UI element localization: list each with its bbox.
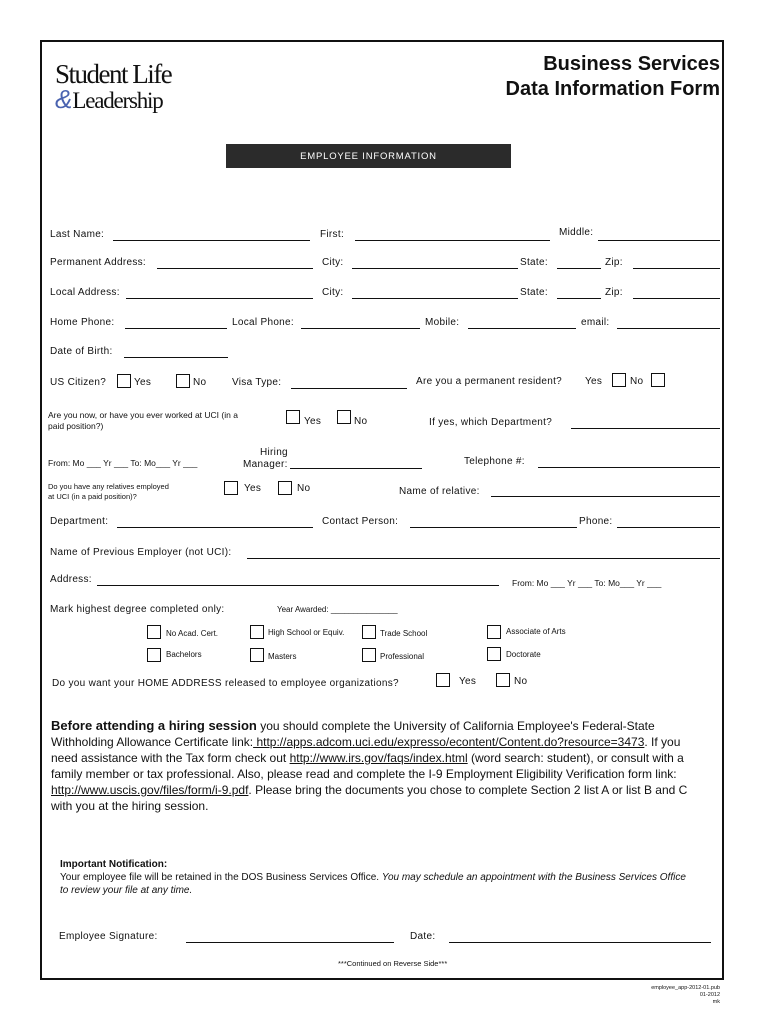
important-notification (60, 858, 690, 897)
notification-text: Your employee file will be retained in the DOS Business Services Office. (60, 872, 382, 883)
title-line1: Business Services (543, 53, 720, 75)
footer-info (651, 985, 720, 1006)
degree-bachelors-label: Bachelors (166, 650, 202, 659)
permanent-state-field[interactable] (557, 268, 601, 269)
local-state-label: State: (520, 287, 548, 298)
degree-associate-checkbox[interactable] (487, 625, 501, 639)
worked-uci-yes-label: Yes (304, 416, 322, 427)
uci-dates-label: From: Mo ___ Yr ___ To: Mo___ Yr ___ (48, 458, 198, 468)
which-dept-field[interactable] (571, 428, 720, 429)
department-label: Department: (50, 516, 109, 527)
contact-person-label: Contact Person: (322, 516, 399, 527)
department-field[interactable] (117, 527, 313, 528)
worked-uci-yes-checkbox[interactable] (286, 410, 300, 424)
worked-uci-line1: Are you now, or have you ever worked at UCI (in a (48, 410, 238, 420)
logo-line1: Student Life (55, 59, 172, 89)
degree-trade-school-label: Trade School (380, 629, 428, 638)
contact-person-field[interactable] (410, 527, 577, 528)
logo-ampersand: & (55, 84, 73, 114)
degree-trade-school-checkbox[interactable] (362, 625, 376, 639)
local-zip-label: Zip: (605, 287, 623, 298)
title-line2: Data Information Form (505, 78, 720, 100)
last-name-label: Last Name: (50, 229, 105, 240)
mobile-field[interactable] (468, 328, 576, 329)
phone-field[interactable] (617, 527, 720, 528)
degree-associate-label: Associate of Arts (506, 627, 566, 636)
perm-resident-no-checkbox[interactable] (651, 373, 665, 387)
local-address-field[interactable] (126, 298, 313, 299)
notification-heading: Important Notification: (60, 859, 168, 870)
instructions-text2: . If you need assistance with the Tax form check out (51, 735, 681, 765)
worked-uci-no-checkbox[interactable] (337, 410, 351, 424)
logo (55, 60, 171, 115)
local-city-field[interactable] (352, 298, 518, 299)
permanent-city-label: City: (322, 257, 344, 268)
prev-address-label: Address: (50, 574, 92, 585)
dob-label: Date of Birth: (50, 346, 113, 357)
home-phone-field[interactable] (125, 328, 227, 329)
instructions-text1: you should complete the University of California Employee's Federal-State Withholding Allowance Certificate link: (51, 719, 655, 749)
year-awarded-label: Year Awarded: _______________ (277, 605, 398, 614)
visa-type-field[interactable] (291, 388, 407, 389)
perm-resident-yes-checkbox[interactable] (612, 373, 626, 387)
perm-resident-label: Are you a permanent resident? (416, 376, 563, 387)
email-field[interactable] (617, 328, 720, 329)
us-citizen-no-checkbox[interactable] (176, 374, 190, 388)
employee-signature-label: Employee Signature: (59, 931, 158, 942)
hiring-manager-field[interactable] (290, 468, 422, 469)
local-phone-label: Local Phone: (232, 317, 294, 328)
home-phone-label: Home Phone: (50, 317, 115, 328)
home-release-no-label: No (514, 676, 528, 687)
w4-link[interactable]: http://apps.adcom.uci.edu/expresso/econtent/Content.do?resource=3473 (253, 735, 645, 749)
name-relative-label: Name of relative: (399, 486, 480, 497)
degree-high-school-checkbox[interactable] (250, 625, 264, 639)
permanent-zip-label: Zip: (605, 257, 623, 268)
degree-doctorate-checkbox[interactable] (487, 647, 501, 661)
relatives-yes-checkbox[interactable] (224, 481, 238, 495)
instructions-paragraph (51, 718, 706, 814)
local-address-label: Local Address: (50, 287, 120, 298)
local-city-label: City: (322, 287, 344, 298)
permanent-zip-field[interactable] (633, 268, 720, 269)
perm-resident-no-label: No (630, 376, 644, 387)
hiring-label: Hiring (260, 447, 288, 458)
footer-date: 01-2012 (699, 992, 720, 998)
degree-masters-checkbox[interactable] (250, 648, 264, 662)
signature-date-field[interactable] (449, 942, 711, 943)
relatives-question (48, 482, 169, 502)
logo-line2: Leadership (72, 88, 163, 113)
mobile-label: Mobile: (425, 317, 460, 328)
instructions-text3: (word search: student), or consult with a family member or tax professional. Also, please read and complete the I-9 Employment Eligibility Verification form link: (51, 751, 684, 781)
name-relative-field[interactable] (491, 496, 720, 497)
home-release-no-checkbox[interactable] (496, 673, 510, 687)
permanent-state-label: State: (520, 257, 548, 268)
degree-professional-checkbox[interactable] (362, 648, 376, 662)
form-border (40, 40, 724, 980)
degree-no-acad-label: No Acad. Cert. (166, 629, 219, 638)
degree-bachelors-checkbox[interactable] (147, 648, 161, 662)
irs-faq-link[interactable]: http://www.irs.gov/faqs/index.html (289, 751, 468, 765)
degree-high-school-label: High School or Equiv. (268, 628, 345, 637)
first-name-field[interactable] (355, 240, 550, 241)
us-citizen-yes-label: Yes (134, 377, 152, 388)
degree-professional-label: Professional (380, 652, 425, 661)
local-state-field[interactable] (557, 298, 601, 299)
phone-label: Phone: (579, 516, 613, 527)
us-citizen-no-label: No (193, 377, 207, 388)
signature-date-label: Date: (410, 931, 436, 942)
prev-dates-label: From: Mo ___ Yr ___ To: Mo___ Yr ___ (512, 578, 662, 588)
footer-initials: mk (712, 999, 720, 1005)
relatives-no-label: No (297, 483, 311, 494)
relatives-line1: Do you have any relatives employed (48, 482, 169, 491)
section-banner: EMPLOYEE INFORMATION (226, 144, 511, 168)
i9-link[interactable]: http://www.uscis.gov/files/form/i-9.pdf (51, 783, 249, 797)
home-release-question: Do you want your HOME ADDRESS released to employee organizations? (52, 678, 399, 689)
dob-field[interactable] (124, 357, 228, 358)
email-label: email: (581, 317, 610, 328)
worked-uci-no-label: No (354, 416, 368, 427)
notification-italic: You may schedule an appointment with the Business Services Office to review your file at any time. (60, 872, 686, 896)
relatives-yes-label: Yes (244, 483, 262, 494)
perm-resident-yes-label: Yes (585, 376, 603, 387)
home-release-yes-checkbox[interactable] (436, 673, 450, 687)
degree-no-acad-checkbox[interactable] (147, 625, 161, 639)
last-name-field[interactable] (113, 240, 310, 241)
worked-uci-line2: paid position?) (48, 421, 104, 431)
local-zip-field[interactable] (633, 298, 720, 299)
permanent-city-field[interactable] (352, 268, 518, 269)
first-name-label: First: (320, 229, 345, 240)
telephone-field[interactable] (538, 467, 720, 468)
prev-employer-field[interactable] (247, 558, 720, 559)
manager-label: Manager: (243, 459, 288, 470)
highest-degree-label: Mark highest degree completed only: (50, 604, 225, 615)
degree-doctorate-label: Doctorate (506, 650, 541, 659)
which-dept-label: If yes, which Department? (429, 417, 553, 428)
prev-address-field[interactable] (97, 585, 499, 586)
footer-code: employee_app-2012-01.pub (651, 985, 720, 991)
continued-note: ***Continued on Reverse Side*** (338, 959, 448, 968)
instructions-text4: . Please bring the documents you chose to complete Section 2 list A or list B and C with you at the hiring session. (51, 783, 688, 813)
local-phone-field[interactable] (301, 328, 420, 329)
us-citizen-yes-checkbox[interactable] (117, 374, 131, 388)
degree-masters-label: Masters (268, 652, 297, 661)
us-citizen-label: US Citizen? (50, 377, 107, 388)
worked-uci-question (48, 410, 238, 432)
form-title (506, 52, 720, 102)
visa-type-label: Visa Type: (232, 377, 282, 388)
relatives-no-checkbox[interactable] (278, 481, 292, 495)
middle-name-field[interactable] (598, 240, 720, 241)
permanent-address-label: Permanent Address: (50, 257, 147, 268)
employee-signature-field[interactable] (186, 942, 394, 943)
telephone-label: Telephone #: (464, 456, 525, 467)
home-release-yes-label: Yes (459, 676, 477, 687)
middle-name-label: Middle: (559, 227, 594, 238)
instructions-lead: Before attending a hiring session (51, 718, 257, 733)
prev-employer-label: Name of Previous Employer (not UCI): (50, 547, 232, 558)
relatives-line2: at UCI (in a paid position)? (48, 492, 137, 501)
permanent-address-field[interactable] (157, 268, 313, 269)
